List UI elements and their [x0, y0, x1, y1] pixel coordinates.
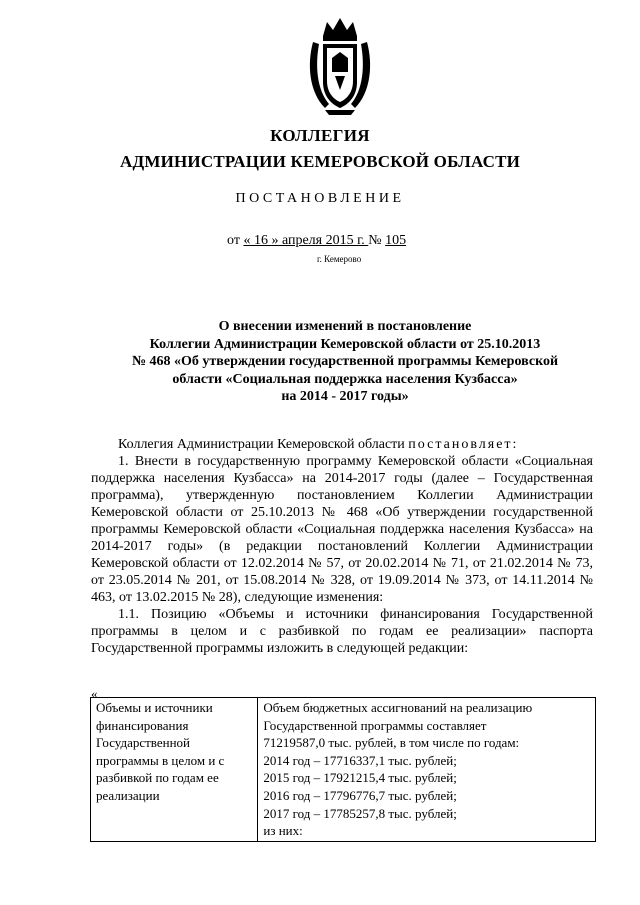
- document-type: ПОСТАНОВЛЕНИЕ: [235, 191, 405, 206]
- date-close-quote: »: [271, 233, 279, 248]
- date-prefix: от: [227, 233, 240, 248]
- subject-line: О внесении изменений в постановление: [218, 319, 472, 334]
- cell-line: Государственной: [96, 735, 191, 751]
- date-month-year: апреля 2015 г.: [278, 233, 369, 248]
- subject-line: № 468 «Об утверждении государственной программы Кемеровской: [131, 354, 559, 369]
- decree-number: 105: [385, 233, 407, 248]
- cell-line: 2015 год – 17921215,4 тыс. рублей;: [263, 770, 457, 786]
- coat-of-arms-icon: [305, 14, 375, 119]
- cell-line: разбивкой по годам ее: [96, 770, 219, 786]
- cell-line: 2016 год – 17796776,7 тыс. рублей;: [263, 787, 457, 803]
- table-cell-value: [258, 698, 596, 842]
- city-label: г. Кемерово: [317, 254, 362, 264]
- cell-line: реализации: [96, 787, 160, 803]
- cell-line: Объем бюджетных ассигнований на реализацию: [263, 700, 533, 715]
- subject-line: на 2014 - 2017 годы»: [281, 389, 409, 404]
- cell-line: из них:: [263, 823, 303, 839]
- cell-line: 71219587,0 тыс. рублей, в том числе по годам:: [263, 735, 520, 751]
- decree-subject: [90, 318, 600, 406]
- cell-line: программы в целом и с: [96, 752, 225, 768]
- header-title-administration: АДМИНИСТРАЦИИ КЕМЕРОВСКОЙ ОБЛАСТИ: [119, 152, 521, 171]
- intro-paragraph: [91, 436, 593, 453]
- table-cell-position: [91, 698, 258, 842]
- cell-line: 2014 год – 17716337,1 тыс. рублей;: [263, 752, 457, 768]
- table-open-quote: «: [91, 686, 98, 701]
- cell-line: 2017 год – 17785257,8 тыс. рублей;: [263, 805, 457, 821]
- cell-line: финансирования: [96, 717, 189, 733]
- subject-line: области «Социальная поддержка населения Кузбасса»: [172, 371, 518, 387]
- intro-text: Коллегия Администрации Кемеровской области: [118, 437, 405, 452]
- date-open-quote: «: [243, 233, 251, 248]
- number-sign: №: [368, 233, 382, 248]
- date-day: 16: [250, 233, 272, 248]
- subject-line: Коллегии Администрации Кемеровской области от 25.10.2013: [149, 336, 541, 352]
- intro-verb: постановляет:: [408, 437, 519, 452]
- paragraph-1-1: 1.1. Позицию «Объемы и источники финансирования Государственной программы в целом и с разбивкой по годам ее реализации» паспорта Государственной программы изложить в следующей редакции:: [91, 607, 593, 656]
- header-title-collegium: КОЛЛЕГИЯ: [270, 126, 370, 145]
- decree-date-number: [227, 233, 406, 249]
- table-row: [91, 698, 596, 842]
- paragraph-1: 1. Внести в государственную программу Кемеровской области «Социальная поддержка населения Кузбасса» на 2014-2017 годы (далее – Государственная программа), утвержденную постановлением Коллегии Администрации Кемеровской области от 25.10.2013 № 468 «Об утверждении государственной программы Кемеровской области «Социальная поддержка населения Кузбасса» на 2014-2017 годы» (в редакции постановлений Коллегии Администрации Кемеровской области от 12.02.2014 № 57, от 20.02.2014 № 71, от 21.02.2014 № 73, от 23.05.2014 № 201, от 15.08.2014 № 328, от 19.09.2014 № 373, от 14.11.2014 № 463, от 13.02.2015 № 28), следующие изменения:: [91, 454, 593, 605]
- decree-body: [91, 436, 593, 657]
- cell-line: Государственной программы составляет: [263, 717, 487, 733]
- cell-line: Объемы и источники: [96, 700, 213, 715]
- passport-table: [90, 697, 596, 842]
